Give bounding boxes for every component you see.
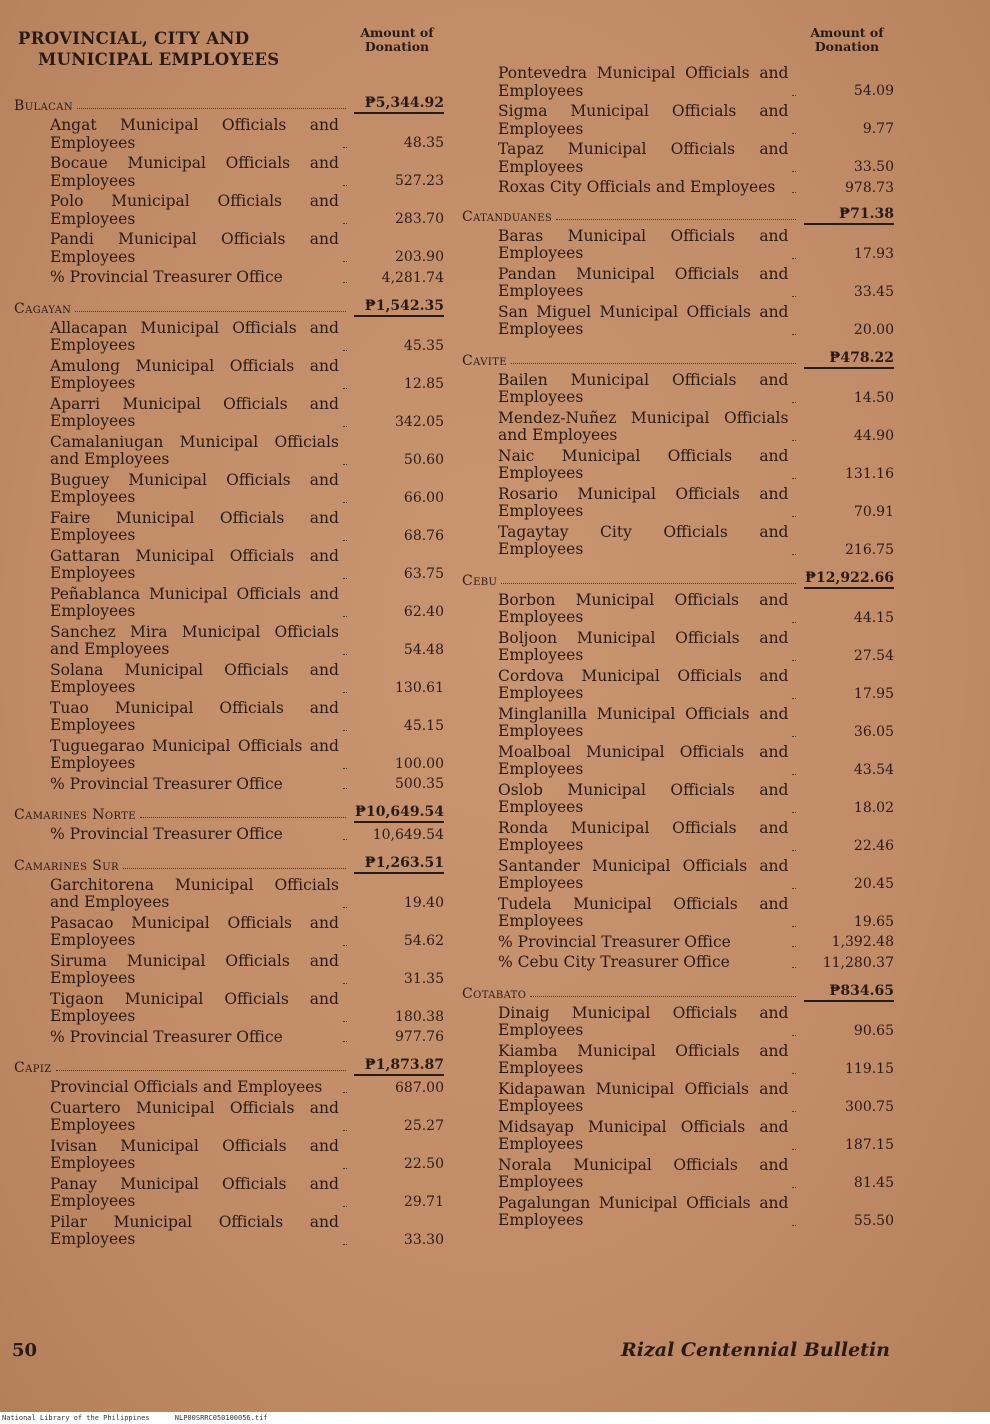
entry-amount: 81.45 [853, 1174, 894, 1191]
entry-label: Pagalungan Municipal Officials and Employees [498, 1193, 789, 1229]
province-group [462, 978, 894, 1230]
donation-entry [14, 396, 444, 431]
leader-dots [792, 946, 796, 947]
leader-dots [343, 350, 347, 351]
donation-entry [462, 592, 894, 627]
entry-label: Naic Municipal Officials and Employees [498, 446, 789, 482]
donation-entry [462, 820, 894, 855]
entry-label: Midsayap Municipal Officials and Employees [498, 1117, 789, 1153]
donation-entry [14, 1176, 444, 1211]
entry-label: Santander Municipal Officials and Employees [498, 856, 789, 892]
entry-label: % Provincial Treasurer Office [50, 825, 283, 843]
province-group [14, 799, 444, 844]
publication-title: Rizal Centennial Bulletin [620, 1339, 890, 1361]
entry-amount: 527.23 [395, 173, 444, 189]
leader-dots [792, 258, 796, 259]
leader-dots [792, 926, 796, 927]
leader-dots [792, 660, 796, 661]
entry-amount: 19.40 [403, 894, 444, 911]
leader-dots [343, 426, 347, 427]
leader-dots [343, 1206, 347, 1207]
donation-entry [14, 624, 444, 659]
entry-amount: 10,649.54 [372, 826, 444, 843]
leader-dots [792, 622, 796, 623]
donation-entry [462, 706, 894, 741]
leader-dots [343, 1092, 347, 1093]
entry-amount: 63.75 [403, 565, 444, 582]
entry-amount: 300.75 [845, 1098, 894, 1115]
province-name: Cotabato [462, 985, 527, 1002]
province-group [14, 90, 444, 287]
province-group [462, 345, 894, 559]
entry-amount: 1,392.48 [831, 934, 894, 950]
province-name: Cebu [462, 572, 498, 589]
entry-amount: 4,281.74 [381, 269, 444, 286]
amount-header-line2: Donation [814, 39, 880, 54]
entry-label: Ivisan Municipal Officials and Employees [50, 1136, 339, 1172]
section-title-line1: PROVINCIAL, CITY AND [18, 29, 250, 48]
entry-label: Sigma Municipal Officials and Employees [498, 102, 789, 138]
donation-entry [462, 630, 894, 665]
donation-entry [462, 524, 894, 559]
page-number: 50 [12, 1340, 38, 1361]
donation-entry [462, 934, 894, 952]
entry-label: Solana Municipal Officials and Employees [50, 660, 339, 696]
donation-entry [462, 141, 894, 176]
donation-entry [14, 1214, 444, 1249]
donation-entry [462, 1157, 894, 1192]
entry-amount: 12.85 [403, 375, 444, 392]
leader-dots [792, 1149, 796, 1150]
province-name: Camarines Sur [14, 857, 119, 874]
entry-label: Pasacao Municipal Officials and Employees [50, 913, 339, 949]
entry-label: Minglanilla Municipal Officials and Employees [498, 704, 789, 740]
donation-entry [462, 1005, 894, 1040]
entry-amount: 33.50 [853, 159, 894, 175]
leader-dots [792, 850, 796, 851]
leader-dots [792, 440, 796, 441]
donation-entry [462, 448, 894, 483]
entry-amount: 43.54 [853, 761, 894, 778]
donation-entry [462, 228, 894, 263]
donation-entry [14, 358, 444, 393]
donation-entry [462, 304, 894, 339]
entry-label: Panay Municipal Officials and Employees [50, 1174, 339, 1210]
entry-label: Roxas City Officials and Employees [498, 178, 776, 196]
entry-label: Tapaz Municipal Officials and Employees [498, 140, 789, 176]
province-header [462, 978, 894, 1002]
donation-entry [14, 269, 444, 287]
entry-label: Ronda Municipal Officials and Employees [498, 818, 789, 854]
leader-dots [792, 296, 796, 297]
amount-column-header [352, 26, 442, 54]
scan-note: National Library of the Philippines NLP00SRRC050100056.tif [0, 1412, 990, 1424]
donation-entry [462, 896, 894, 931]
leader-dots [792, 516, 796, 517]
entry-amount: 687.00 [395, 1079, 444, 1096]
leader-dots [511, 363, 796, 364]
entry-label: Pandi Municipal Officials and Employees [50, 230, 339, 266]
leader-dots [343, 730, 347, 731]
donation-entry [14, 434, 444, 469]
donation-entry [462, 266, 894, 301]
entry-label: Peñablanca Municipal Officials and Employees [50, 584, 339, 620]
entry-amount: 216.75 [845, 541, 894, 558]
donation-entry [462, 65, 894, 100]
leader-dots [343, 1021, 347, 1022]
province-total: ₱71.38 [804, 206, 894, 225]
entry-label: Pilar Municipal Officials and Employees [50, 1212, 339, 1248]
entry-amount: 90.65 [853, 1022, 894, 1039]
amount-header-line2: Donation [364, 39, 430, 54]
entry-label: Borbon Municipal Officials and Employees [498, 590, 789, 626]
entry-amount: 19.65 [853, 913, 894, 930]
leader-dots [343, 1244, 347, 1245]
entry-label: Amulong Municipal Officials and Employees [50, 356, 339, 392]
entry-amount: 100.00 [395, 755, 444, 772]
entry-amount: 36.05 [853, 723, 894, 740]
donation-entry [14, 662, 444, 697]
entry-amount: 50.60 [403, 451, 444, 468]
entry-amount: 342.05 [395, 413, 444, 430]
entry-label: Pandan Municipal Officials and Employees [498, 264, 789, 300]
donation-entry [14, 155, 444, 190]
leader-dots [530, 996, 796, 997]
donation-entry [14, 700, 444, 735]
entry-label: Baras Municipal Officials and Employees [498, 226, 789, 262]
province-header [14, 799, 444, 823]
leader-dots [792, 171, 796, 172]
entry-label: Boljoon Municipal Officials and Employees [498, 628, 789, 664]
leader-dots [343, 839, 347, 840]
province-header [14, 293, 444, 317]
entry-amount: 11,280.37 [822, 954, 894, 971]
entry-amount: 68.76 [403, 527, 444, 544]
left-province-list [14, 90, 444, 1249]
left-column-header [14, 22, 444, 86]
leader-dots [343, 578, 347, 579]
leader-dots [343, 1041, 347, 1042]
entry-amount: 29.71 [403, 1193, 444, 1210]
donation-entry [462, 954, 894, 972]
donation-entry [14, 472, 444, 507]
leader-dots [556, 219, 796, 220]
leader-dots [343, 654, 347, 655]
leader-dots [343, 502, 347, 503]
entry-amount: 17.93 [853, 245, 894, 262]
donation-entry [14, 776, 444, 794]
donation-entry [14, 1138, 444, 1173]
entry-label: % Provincial Treasurer Office [50, 774, 283, 793]
entry-label: Tuguegarao Municipal Officials and Employees [50, 736, 339, 772]
entry-amount: 62.40 [403, 603, 444, 620]
leader-dots [792, 774, 796, 775]
leader-dots [792, 1035, 796, 1036]
amount-header-line1: Amount of [810, 25, 884, 40]
leader-dots [343, 147, 347, 148]
entry-label: Norala Municipal Officials and Employees [498, 1155, 789, 1191]
province-total: ₱478.22 [804, 350, 894, 369]
leader-dots [75, 311, 346, 312]
donation-entry [462, 486, 894, 521]
entry-label: Bailen Municipal Officials and Employees [498, 370, 789, 406]
entry-label: Gattaran Municipal Officials and Employees [50, 546, 339, 582]
entry-label: Oslob Municipal Officials and Employees [498, 780, 789, 816]
leader-dots [77, 108, 346, 109]
leader-dots [343, 788, 347, 789]
leader-dots [343, 282, 347, 283]
province-group [462, 201, 894, 339]
province-total: ₱1,873.87 [354, 1057, 444, 1076]
entry-amount: 48.35 [403, 135, 444, 151]
right-column [462, 22, 894, 1236]
entry-label: Kidapawan Municipal Officials and Employees [498, 1079, 789, 1115]
leader-dots [792, 1111, 796, 1112]
entry-label: Cuartero Municipal Officials and Employees [50, 1098, 339, 1134]
leader-dots [343, 945, 347, 946]
right-column-header [462, 22, 894, 62]
province-name: Cagayan [14, 300, 72, 317]
donation-entry [14, 738, 444, 773]
leader-dots [792, 1225, 796, 1226]
donation-entry [14, 548, 444, 583]
entry-label: % Provincial Treasurer Office [498, 932, 731, 951]
section-title [18, 28, 279, 70]
entry-label: % Provincial Treasurer Office [50, 268, 283, 286]
province-total: ₱1,263.51 [354, 855, 444, 874]
entry-label: Cordova Municipal Officials and Employees [498, 666, 789, 702]
entry-amount: 55.50 [853, 1212, 894, 1229]
entry-amount: 33.45 [853, 283, 894, 300]
entry-label: Faire Municipal Officials and Employees [50, 508, 339, 544]
province-header [462, 345, 894, 369]
entry-amount: 20.45 [853, 875, 894, 892]
amount-column-header-right [802, 26, 892, 54]
province-total: ₱5,344.92 [354, 95, 444, 114]
leader-dots [140, 817, 346, 818]
entry-label: Aparri Municipal Officials and Employees [50, 394, 339, 430]
entry-label: Polo Municipal Officials and Employees [50, 192, 339, 228]
entry-label: Tudela Municipal Officials and Employees [498, 894, 789, 930]
donation-entry [462, 410, 894, 445]
section-title-line2: MUNICIPAL EMPLOYEES [38, 50, 280, 69]
leader-dots [56, 1070, 346, 1071]
leader-dots [792, 888, 796, 889]
entry-amount: 203.90 [395, 249, 444, 265]
entry-label: Bocaue Municipal Officials and Employees [50, 154, 339, 190]
left-column [14, 22, 444, 1255]
leader-dots [343, 261, 347, 262]
donation-entry [14, 826, 444, 844]
entry-amount: 14.50 [853, 389, 894, 406]
entry-label: % Provincial Treasurer Office [50, 1027, 283, 1046]
entry-amount: 25.27 [403, 1117, 444, 1134]
leader-dots [343, 540, 347, 541]
leader-dots [792, 812, 796, 813]
entry-amount: 20.00 [853, 321, 894, 338]
entry-label: Garchitorena Municipal Officials and Employees [50, 875, 339, 911]
donation-entry [462, 372, 894, 407]
entry-amount: 27.54 [853, 647, 894, 664]
entry-label: Dinaig Municipal Officials and Employees [498, 1003, 789, 1039]
province-name: Capiz [14, 1060, 52, 1076]
entry-amount: 45.15 [403, 717, 444, 734]
entry-amount: 500.35 [395, 776, 444, 792]
donation-entry [14, 193, 444, 228]
entry-label: Tigaon Municipal Officials and Employees [50, 989, 339, 1025]
entry-label: Mendez-Nuñez Municipal Officials and Employees [498, 408, 789, 444]
leader-dots [792, 192, 796, 193]
leader-dots [792, 736, 796, 737]
entry-label: Rosario Municipal Officials and Employees [498, 484, 789, 520]
donation-entry [14, 117, 444, 152]
province-header [14, 850, 444, 874]
province-total: ₱12,922.66 [804, 570, 894, 589]
continued-entries [462, 65, 894, 197]
entry-label: Buguey Municipal Officials and Employees [50, 470, 339, 506]
leader-dots [343, 983, 347, 984]
entry-label: Moalboal Municipal Officials and Employees [498, 742, 789, 778]
province-name: Cavite [462, 352, 507, 369]
entry-label: Tagaytay City Officials and Employees [498, 522, 789, 558]
donation-entry [14, 510, 444, 545]
entry-amount: 131.16 [845, 465, 894, 482]
leader-dots [343, 388, 347, 389]
leader-dots [792, 402, 796, 403]
amount-header-line1: Amount of [360, 25, 434, 40]
entry-amount: 54.48 [403, 641, 444, 658]
province-name: Catanduanes [462, 208, 553, 225]
leader-dots [792, 1073, 796, 1074]
donation-entry [14, 953, 444, 988]
entry-label: Pontevedra Municipal Officials and Employees [498, 64, 789, 100]
leader-dots [792, 967, 796, 968]
entry-label: Provincial Officials and Employees [50, 1078, 323, 1096]
leader-dots [343, 907, 347, 908]
entry-amount: 54.62 [403, 932, 444, 949]
province-total: ₱1,542.35 [354, 298, 444, 317]
donation-entry [14, 231, 444, 266]
entry-amount: 130.61 [395, 679, 444, 696]
entry-label: % Cebu City Treasurer Office [498, 953, 730, 971]
leader-dots [792, 1187, 796, 1188]
province-header [462, 565, 894, 589]
donation-entry [14, 1029, 444, 1047]
donation-entry [14, 586, 444, 621]
leader-dots [343, 1130, 347, 1131]
entry-label: Siruma Municipal Officials and Employees [50, 951, 339, 987]
entry-label: San Miguel Municipal Officials and Employees [498, 302, 789, 338]
entry-amount: 22.46 [853, 837, 894, 854]
entry-label: Allacapan Municipal Officials and Employees [50, 318, 339, 354]
donation-entry [14, 877, 444, 912]
donation-entry [462, 782, 894, 817]
leader-dots [792, 95, 796, 96]
leader-dots [343, 616, 347, 617]
entry-amount: 44.90 [853, 427, 894, 444]
entry-amount: 18.02 [853, 799, 894, 816]
entry-amount: 978.73 [845, 179, 894, 196]
leader-dots [343, 185, 347, 186]
entry-amount: 17.95 [853, 685, 894, 702]
entry-amount: 22.50 [403, 1155, 444, 1172]
leader-dots [792, 478, 796, 479]
entry-amount: 31.35 [403, 970, 444, 987]
province-total: ₱10,649.54 [354, 804, 444, 823]
leader-dots [343, 692, 347, 693]
leader-dots [343, 1168, 347, 1169]
entry-amount: 33.30 [403, 1231, 444, 1248]
leader-dots [792, 334, 796, 335]
province-header [462, 201, 894, 225]
donation-entry [462, 1081, 894, 1116]
entry-amount: 9.77 [862, 121, 894, 137]
entry-amount: 977.76 [395, 1029, 444, 1045]
entry-label: Angat Municipal Officials and Employees [50, 116, 339, 152]
leader-dots [123, 868, 346, 869]
leader-dots [343, 464, 347, 465]
province-header [14, 1052, 444, 1076]
entry-amount: 70.91 [853, 503, 894, 520]
donation-entry [462, 1043, 894, 1078]
province-group [14, 293, 444, 794]
entry-amount: 283.70 [395, 211, 444, 227]
entry-label: Kiamba Municipal Officials and Employees [498, 1041, 789, 1077]
entry-amount: 66.00 [403, 489, 444, 506]
donation-entry [14, 915, 444, 950]
entry-amount: 119.15 [845, 1060, 894, 1077]
province-group [14, 1052, 444, 1249]
right-province-list [462, 201, 894, 1230]
province-name: Bulacan [14, 98, 74, 114]
donation-entry [14, 991, 444, 1026]
leader-dots [501, 583, 796, 584]
entry-amount: 187.15 [845, 1136, 894, 1153]
province-group [462, 565, 894, 972]
donation-entry [14, 1079, 444, 1097]
entry-amount: 180.38 [395, 1008, 444, 1025]
leader-dots [343, 768, 347, 769]
donation-entry [462, 179, 894, 197]
entry-label: Camalaniugan Municipal Officials and Employees [50, 432, 339, 468]
leader-dots [343, 223, 347, 224]
donation-entry [462, 858, 894, 893]
province-group [14, 850, 444, 1047]
donation-entry [14, 1100, 444, 1135]
entry-amount: 54.09 [853, 83, 894, 99]
entry-amount: 44.15 [853, 609, 894, 626]
entry-label: Tuao Municipal Officials and Employees [50, 698, 339, 734]
donation-entry [462, 668, 894, 703]
entry-label: Sanchez Mira Municipal Officials and Employees [50, 622, 339, 658]
leader-dots [792, 698, 796, 699]
province-header [14, 90, 444, 114]
entry-amount: 45.35 [403, 337, 444, 354]
donation-entry [462, 1195, 894, 1230]
donation-entry [462, 1119, 894, 1154]
donation-entry [462, 103, 894, 138]
leader-dots [792, 554, 796, 555]
province-total: ₱834.65 [804, 983, 894, 1002]
donation-entry [14, 320, 444, 355]
province-name: Camarines Norte [14, 807, 136, 823]
donation-entry [462, 744, 894, 779]
leader-dots [792, 133, 796, 134]
